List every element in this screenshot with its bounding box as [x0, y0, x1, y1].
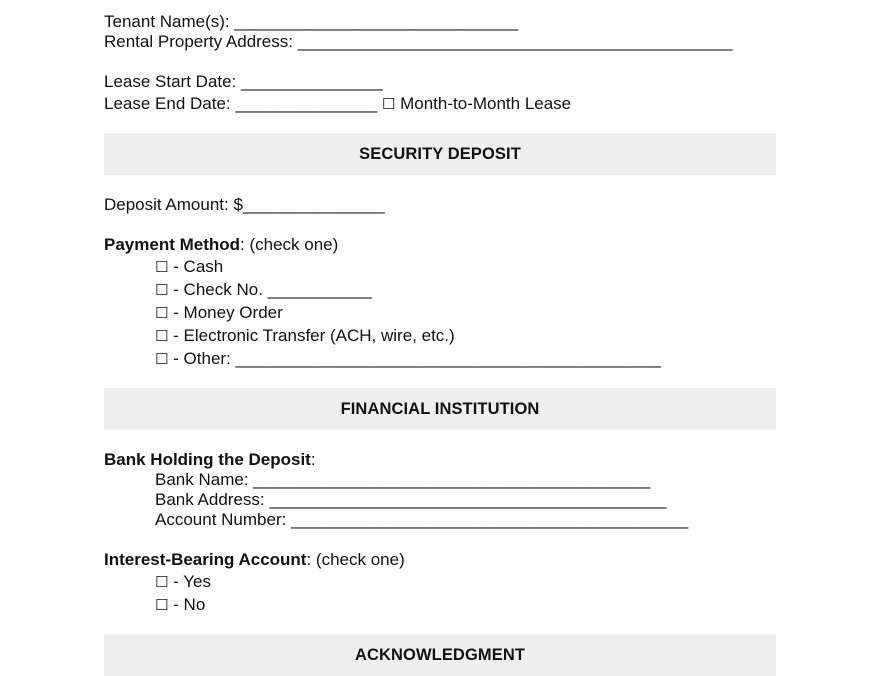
interest-option-no[interactable]: [155, 595, 205, 615]
interest-bearing-title: [104, 550, 405, 570]
lease-start-field[interactable]: [104, 72, 383, 92]
lease-end-label[interactable]: Lease End Date: _______________: [104, 94, 378, 113]
interest-option-label: - Yes: [168, 572, 211, 591]
interest-bearing-hint: : (check one): [306, 550, 405, 569]
account-number-label: Account Number: __________________________________________: [155, 510, 689, 529]
lease-end-row: [104, 94, 571, 114]
bank-address-label: Bank Address: __________________________________________: [155, 490, 667, 509]
bank-name-field[interactable]: [155, 470, 650, 490]
security-deposit-heading-text: SECURITY DEPOSIT: [359, 144, 521, 163]
payment-option-label: - Electronic Transfer (ACH, wire, etc.): [168, 326, 455, 345]
payment-option-electronic[interactable]: [155, 326, 455, 346]
payment-method-title: [104, 235, 338, 255]
account-number-field[interactable]: [155, 510, 688, 530]
bank-holding-colon: :: [310, 450, 316, 469]
payment-option-check[interactable]: [155, 280, 372, 300]
security-deposit-heading: [104, 133, 776, 175]
payment-option-label: - Cash: [168, 257, 224, 276]
checkbox-icon[interactable]: ☐: [155, 573, 169, 591]
bank-address-field[interactable]: [155, 490, 666, 510]
payment-method-title-text: Payment Method: [104, 235, 241, 254]
acknowledgment-heading-text: ACKNOWLEDGMENT: [354, 645, 526, 664]
interest-option-label: - No: [168, 595, 206, 614]
checkbox-icon[interactable]: ☐: [155, 258, 169, 276]
checkbox-icon[interactable]: ☐: [155, 327, 169, 345]
rental-address-label: Rental Property Address: ______________________________________________: [104, 32, 733, 51]
payment-option-label: - Check No. ___________: [168, 280, 372, 299]
payment-option-label: - Other: _____________________________________________: [168, 349, 661, 368]
checkbox-icon[interactable]: ☐: [155, 350, 169, 368]
bank-name-label: Bank Name: __________________________________________: [155, 470, 651, 489]
month-to-month-label: Month-to-Month Lease: [395, 94, 572, 113]
interest-bearing-title-text: Interest-Bearing Account: [104, 550, 307, 569]
bank-holding-title: [104, 450, 316, 470]
rental-address-field[interactable]: [104, 32, 733, 52]
checkbox-icon[interactable]: ☐: [155, 281, 169, 299]
interest-option-yes[interactable]: [155, 572, 211, 592]
bank-holding-title-text: Bank Holding the Deposit: [104, 450, 311, 469]
payment-option-label: - Money Order: [168, 303, 283, 322]
financial-institution-heading-text: FINANCIAL INSTITUTION: [340, 399, 540, 418]
deposit-amount-field[interactable]: [104, 195, 385, 215]
tenant-name-field[interactable]: [104, 12, 518, 32]
tenant-name-label: Tenant Name(s): ______________________________: [104, 12, 519, 31]
checkbox-icon[interactable]: ☐: [155, 304, 169, 322]
payment-method-hint: : (check one): [240, 235, 339, 254]
deposit-amount-label: Deposit Amount: $_______________: [104, 195, 385, 214]
payment-option-cash[interactable]: [155, 257, 223, 277]
acknowledgment-heading: [104, 634, 776, 676]
financial-institution-heading: [104, 388, 776, 430]
checkbox-icon[interactable]: ☐: [155, 596, 169, 614]
month-to-month-checkbox[interactable]: ☐: [381, 95, 396, 113]
payment-option-other[interactable]: [155, 349, 661, 369]
lease-start-label: Lease Start Date: _______________: [104, 72, 383, 91]
payment-option-money-order[interactable]: [155, 303, 283, 323]
